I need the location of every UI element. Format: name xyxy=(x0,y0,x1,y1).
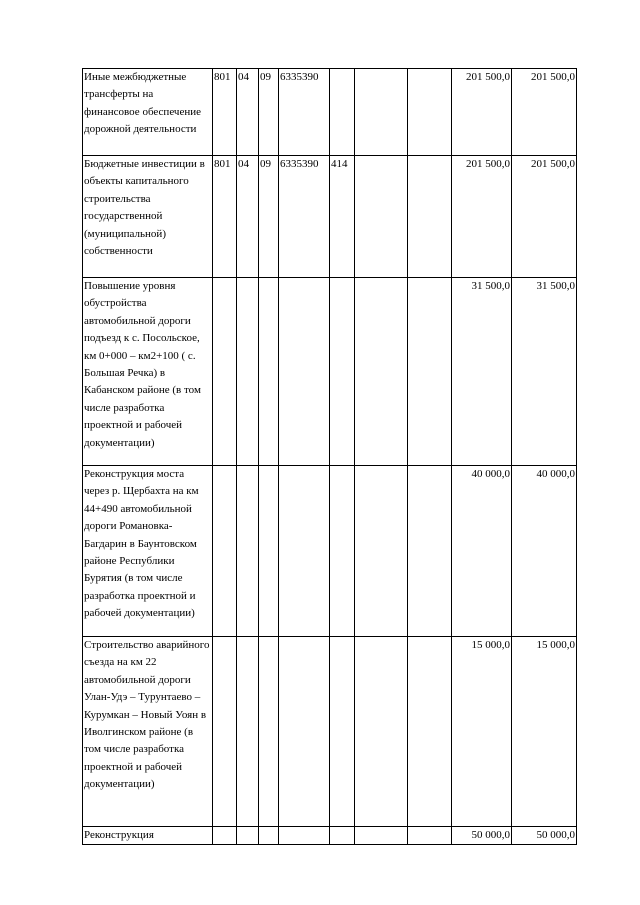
amount-year-1: 201 500,0 xyxy=(452,156,512,278)
amount-year-2: 15 000,0 xyxy=(512,637,577,827)
amount-year-2: 40 000,0 xyxy=(512,466,577,637)
subsection-code xyxy=(259,637,279,827)
table-row xyxy=(83,278,577,466)
table-row xyxy=(83,466,577,637)
subsection-code xyxy=(259,827,279,845)
empty-cell xyxy=(408,466,452,637)
amount-year-2: 201 500,0 xyxy=(512,69,577,156)
subsection-code xyxy=(259,466,279,637)
row-description: Бюджетные инвестиции в объекты капитального строительства государственной (муниципальной) собственности xyxy=(83,156,213,278)
amount-year-1: 201 500,0 xyxy=(452,69,512,156)
expense-type-code: 414 xyxy=(330,156,355,278)
ministry-code: 801 xyxy=(213,69,237,156)
empty-cell xyxy=(408,69,452,156)
target-article-code xyxy=(279,637,330,827)
target-article-code xyxy=(279,278,330,466)
target-article-code: 6335390 xyxy=(279,156,330,278)
section-code: 04 xyxy=(237,69,259,156)
section-code xyxy=(237,827,259,845)
amount-year-1: 31 500,0 xyxy=(452,278,512,466)
amount-year-2: 201 500,0 xyxy=(512,156,577,278)
subsection-code xyxy=(259,278,279,466)
empty-cell xyxy=(355,156,408,278)
row-description: Реконструкция xyxy=(83,827,213,845)
target-article-code xyxy=(279,827,330,845)
ministry-code xyxy=(213,466,237,637)
section-code xyxy=(237,637,259,827)
target-article-code: 6335390 xyxy=(279,69,330,156)
empty-cell xyxy=(408,637,452,827)
empty-cell xyxy=(408,156,452,278)
expense-type-code xyxy=(330,69,355,156)
row-description: Иные межбюджетные трансферты на финансовое обеспечение дорожной деятельности xyxy=(83,69,213,156)
table-row xyxy=(83,637,577,827)
amount-year-2: 31 500,0 xyxy=(512,278,577,466)
empty-cell xyxy=(355,827,408,845)
ministry-code xyxy=(213,278,237,466)
amount-year-1: 15 000,0 xyxy=(452,637,512,827)
table-row xyxy=(83,156,577,278)
expense-type-code xyxy=(330,278,355,466)
empty-cell xyxy=(355,278,408,466)
expense-type-code xyxy=(330,466,355,637)
amount-year-1: 40 000,0 xyxy=(452,466,512,637)
amount-year-1: 50 000,0 xyxy=(452,827,512,845)
expense-type-code xyxy=(330,637,355,827)
section-code: 04 xyxy=(237,156,259,278)
table-row xyxy=(83,69,577,156)
ministry-code xyxy=(213,637,237,827)
ministry-code: 801 xyxy=(213,156,237,278)
ministry-code xyxy=(213,827,237,845)
amount-year-2: 50 000,0 xyxy=(512,827,577,845)
section-code xyxy=(237,278,259,466)
subsection-code: 09 xyxy=(259,156,279,278)
subsection-code: 09 xyxy=(259,69,279,156)
row-description: Строительство аварийного съезда на км 22 автомобильной дороги Улан-Удэ – Турунтаево – Курумкан – Новый Уоян в Иволгинском районе (в том числе разработка проектной и рабочей документации) xyxy=(83,637,213,827)
section-code xyxy=(237,466,259,637)
empty-cell xyxy=(355,466,408,637)
empty-cell xyxy=(408,827,452,845)
empty-cell xyxy=(355,69,408,156)
expense-type-code xyxy=(330,827,355,845)
table-row xyxy=(83,827,577,845)
empty-cell xyxy=(355,637,408,827)
budget-table xyxy=(82,68,577,845)
empty-cell xyxy=(408,278,452,466)
target-article-code xyxy=(279,466,330,637)
row-description: Реконструкция моста через р. Щербахта на км 44+490 автомобильной дороги Романовка-Багдарин в Баунтовском районе Республики Бурятия (в том числе разработка проектной и рабочей документации) xyxy=(83,466,213,637)
row-description: Повышение уровня обустройства автомобильной дороги подъезд к с. Посольское, км 0+000 – км2+100 ( с. Большая Речка) в Кабанском районе (в том числе разработка проектной и рабочей документации) xyxy=(83,278,213,466)
